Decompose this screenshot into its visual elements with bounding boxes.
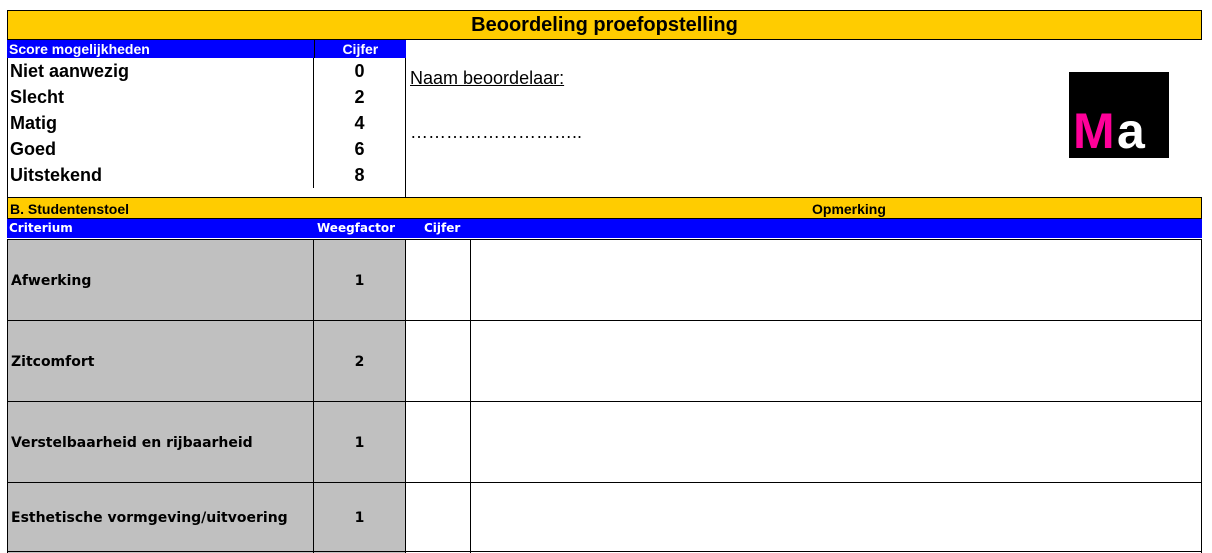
beoordelaar-name-field[interactable]: ………………………..	[410, 122, 583, 142]
score-row	[8, 162, 405, 188]
score-label: Matig	[10, 113, 57, 133]
score-label: Goed	[10, 139, 57, 159]
criterion-name: Verstelbaarheid en rijbaarheid	[7, 402, 313, 483]
score-value: 6	[313, 136, 405, 162]
criterion-cijfer-cell[interactable]	[406, 483, 471, 553]
criterion-opmerking-cell[interactable]	[471, 240, 1202, 321]
section-header	[7, 197, 1202, 219]
score-value: 0	[313, 58, 405, 84]
criterion-name: Esthetische vormgeving/uitvoering	[7, 483, 313, 553]
score-value: 2	[313, 84, 405, 110]
criterion-name: Zitcomfort	[7, 321, 313, 402]
score-header-label: Score mogelijkheden	[9, 41, 150, 57]
criterion-cijfer-cell[interactable]	[406, 402, 471, 483]
criterion-opmerking-cell[interactable]	[471, 483, 1202, 553]
col-cijfer: Cijfer	[424, 221, 461, 235]
score-row	[8, 110, 405, 136]
section-title: B. Studentenstoel	[10, 201, 130, 217]
score-row	[8, 58, 405, 84]
criterion-opmerking-cell[interactable]	[471, 402, 1202, 483]
score-label: Niet aanwezig	[10, 61, 130, 81]
score-row	[8, 84, 405, 110]
criterion-weight: 2	[313, 321, 406, 402]
criterion-row	[7, 482, 1202, 553]
score-value: 8	[313, 162, 405, 188]
score-label: Slecht	[10, 87, 65, 107]
score-row	[8, 136, 405, 162]
score-header	[7, 40, 406, 58]
criterion-cijfer-cell[interactable]	[406, 321, 471, 402]
criterion-weight: 1	[313, 483, 406, 553]
criterion-name: Afwerking	[7, 240, 313, 321]
criterion-weight: 1	[313, 402, 406, 483]
score-value: 4	[313, 110, 405, 136]
page-title: Beoordeling proefopstelling	[7, 10, 1202, 40]
ma-logo	[1069, 72, 1169, 158]
criterion-row	[7, 239, 1202, 321]
col-criterium: Criterium	[9, 221, 73, 235]
beoordelaar-label: Naam beoordelaar:	[410, 68, 565, 88]
score-label: Uitstekend	[10, 165, 103, 185]
criterion-row	[7, 401, 1202, 483]
criterion-weight: 1	[313, 240, 406, 321]
criterion-opmerking-cell[interactable]	[471, 321, 1202, 402]
col-weegfactor: Weegfactor	[317, 221, 396, 235]
score-table	[7, 58, 406, 197]
logo-letter-a: a	[1117, 103, 1145, 159]
opmerking-header: Opmerking	[812, 201, 886, 217]
criterion-row	[7, 320, 1202, 402]
logo-letter-m: M	[1073, 103, 1115, 159]
score-header-value: Cijfer	[314, 40, 406, 58]
criterion-cijfer-cell[interactable]	[406, 240, 471, 321]
column-header-row	[7, 219, 1202, 238]
